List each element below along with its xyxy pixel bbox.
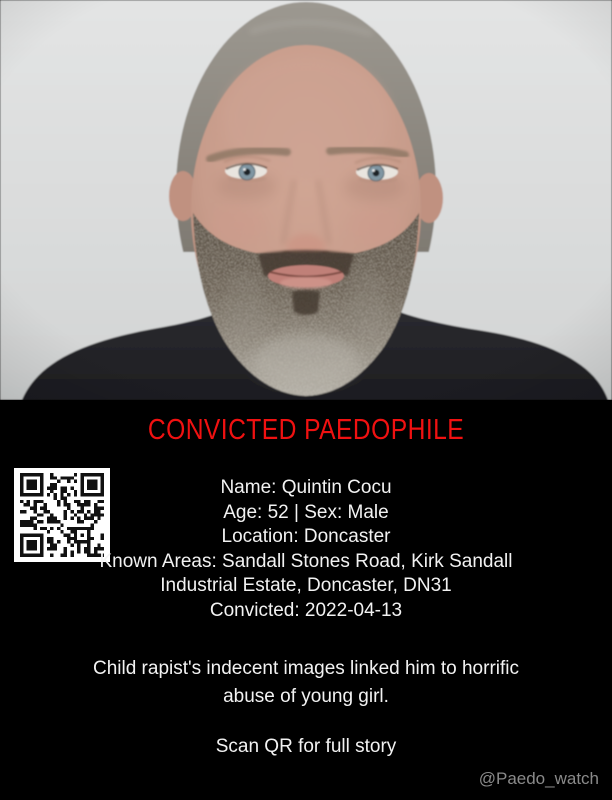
- detail-convicted: Convicted: 2022-04-13: [209, 599, 403, 621]
- case-description: Child rapist's indecent images linked him to horrific abuse of young girl.: [92, 658, 520, 707]
- channel-handle: @Paedo_watch: [478, 769, 599, 788]
- detail-known-areas: Known Areas: Sandall Stones Road, Kirk Sandall Industrial Estate, Doncaster, DN31: [99, 550, 513, 596]
- subject-details: [76, 476, 536, 623]
- detail-age-sex: Age: 52 | Sex: Male: [223, 501, 389, 523]
- detail-name: Name: Quintin Cocu: [220, 477, 392, 498]
- poster-title: CONVICTED PAEDOPHILE: [147, 414, 465, 446]
- qr-caption: Scan QR for full story: [215, 736, 397, 757]
- detail-location: Location: Doncaster: [221, 526, 391, 547]
